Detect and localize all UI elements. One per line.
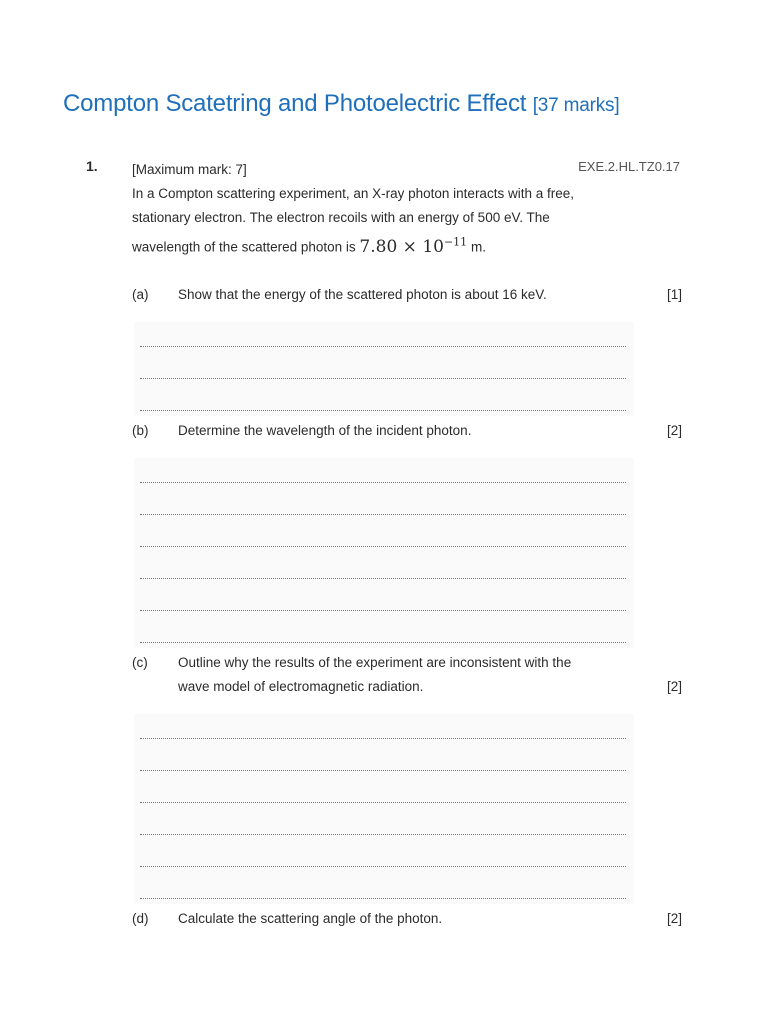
question-code: EXE.2.HL.TZ0.17 [578,159,680,174]
part-text: Show that the energy of the scattered photon is about 16 keV. [178,287,547,302]
part-text: Calculate the scattering angle of the photon. [178,911,443,926]
part-label: (d) [132,911,149,926]
part-label: (b) [132,423,149,438]
answer-line [140,546,626,547]
answer-line [140,578,626,579]
answer-line [140,738,626,739]
wavelength-unit: m. [470,239,486,255]
title-marks: [37 marks] [532,95,620,116]
answer-line [140,898,626,899]
question-intro [132,158,602,260]
answer-area-a[interactable] [134,322,634,416]
answer-line [140,610,626,611]
answer-line [140,514,626,515]
part-label: (a) [132,287,149,302]
part-text: Determine the wavelength of the incident photon. [178,423,472,438]
wavelength-value: $7.80 \times 10^{-11}$ [359,235,468,257]
part-text: Outline why the results of the experiment are inconsistent with the wave model of electromagnetic radiation. [178,655,572,694]
part-marks: [2] [666,911,682,926]
answer-line [140,802,626,803]
question-number: 1. [86,158,98,174]
wavelength-exponent: −11 [443,235,468,248]
intro-text: In a Compton scattering experiment, an X-ray photon interacts with a free, stationary electron. The electron recoils with an energy of 500 eV. The wavelength of the scattered photon is [132,186,574,255]
answer-area-c[interactable] [134,714,634,904]
page-title [63,90,619,118]
answer-area-b[interactable] [134,458,634,648]
answer-line [140,378,626,379]
answer-line [140,642,626,643]
maximum-mark: [Maximum mark: 7] [132,162,247,177]
answer-line [140,866,626,867]
title-main: Compton Scatetring and Photoelectric Effect [63,90,527,117]
answer-line [140,346,626,347]
part-label: (c) [132,655,148,670]
answer-line [140,770,626,771]
part-c [132,651,682,701]
part-marks: [2] [666,679,682,694]
answer-line [140,482,626,483]
answer-line [140,410,626,411]
part-marks: [2] [666,423,682,438]
part-marks: [1] [666,287,682,302]
answer-line [140,834,626,835]
